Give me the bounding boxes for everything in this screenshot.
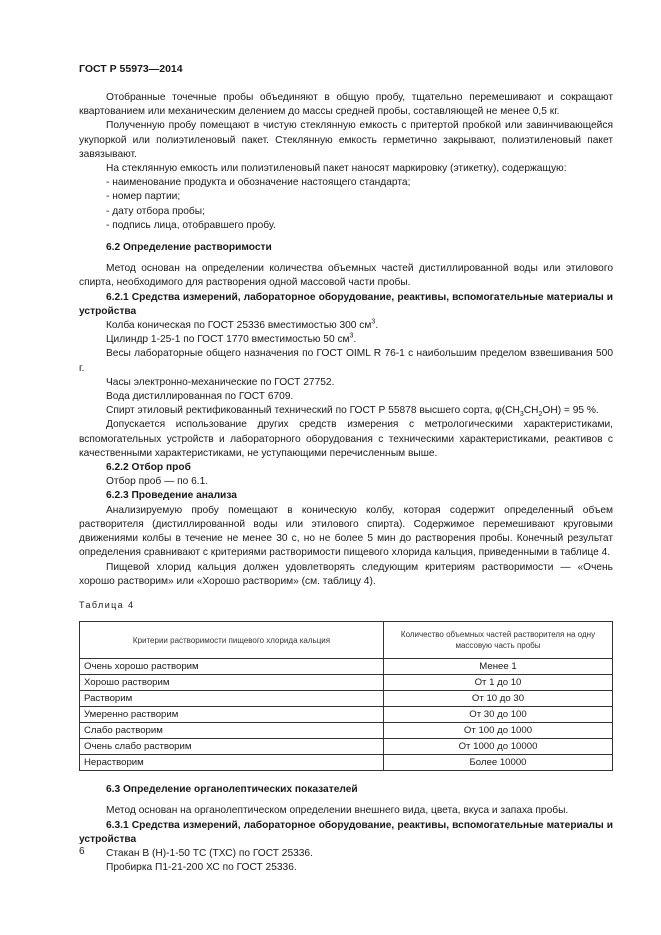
table-cell: Умеренно растворим bbox=[80, 707, 384, 723]
section-6-2-title: 6.2 Определение растворимости bbox=[106, 242, 272, 254]
solubility-table bbox=[79, 621, 613, 771]
item-water: Вода дистиллированная по ГОСТ 6709. bbox=[106, 391, 294, 403]
table-cell: От 1 до 10 bbox=[384, 675, 613, 691]
table-header-criteria: Критерии растворимости пищевого хлорида кальция bbox=[80, 622, 384, 659]
table-cell: Очень слабо растворим bbox=[80, 739, 384, 755]
section-6-2-1-title: 6.2.1 Средства измерений, лабораторное оборудование, реактивы, вспомогательные материалы и устройства bbox=[79, 291, 613, 317]
table-cell: От 1000 до 10000 bbox=[384, 739, 613, 755]
paragraph-container: Полученную пробу помещают в чистую стеклянную емкость с притертой пробкой или завинчивающейся укупоркой или полиэтиленовый пакет. Стеклянную емкость герметично закрывают, полиэтиленовый пакет завязывают. bbox=[79, 120, 613, 160]
table-caption: Таблица 4 bbox=[79, 599, 135, 610]
table-header-row bbox=[80, 622, 613, 659]
paragraph-sampling: Отбор проб — по 6.1. bbox=[106, 476, 209, 488]
list-item: - дату отбора пробы; bbox=[106, 205, 205, 217]
document-body bbox=[79, 91, 613, 875]
item-tube: Пробирка П1-21-200 ХС по ГОСТ 25336. bbox=[106, 862, 297, 874]
table-cell: От 10 до 30 bbox=[384, 691, 613, 707]
table-row bbox=[80, 659, 613, 675]
table-cell: Растворим bbox=[80, 691, 384, 707]
item-cylinder: Цилиндр 1-25-1 по ГОСТ 1770 вместимостью 50 $см^3$. bbox=[106, 332, 357, 346]
item-clock: Часы электронно-механические по ГОСТ 27752. bbox=[106, 376, 335, 388]
item-spirit: Спирт этиловый ректификованный технический по ГОСТ Р 55878 высшего сорта, $\varphi(CH_3CH_2OH) = 95$ %. bbox=[106, 405, 599, 419]
list-item: - номер партии; bbox=[106, 191, 181, 203]
document-header: ГОСТ Р 55973—2014 bbox=[79, 63, 183, 75]
table-cell: Хорошо растворим bbox=[80, 675, 384, 691]
item-flask: Колба коническая по ГОСТ 25336 вместимостью 300 $см^3$. bbox=[106, 318, 379, 332]
table-row bbox=[80, 707, 613, 723]
paragraph-organoleptic: Метод основан на органолептическом определении внешнего вида, цвета, вкуса и запаха пробы. bbox=[106, 805, 569, 817]
list-item: - наименование продукта и обозначение настоящего стандарта; bbox=[106, 177, 411, 189]
paragraph-pooling: Отобранные точечные пробы объединяют в общую пробу, тщательно перемешивают и сокращают квартованием или механическим делением до массы средней пробы, составляющей не менее 0,5 кг. bbox=[79, 92, 613, 118]
item-glass: Стакан В (Н)-1-50 ТС (ТХС) по ГОСТ 25336. bbox=[106, 847, 313, 859]
paragraph-analysis: Анализируемую пробу помещают в коническую колбу, которая содержит определенный объем растворителя (дистиллированной воды или этилового спирта). Содержимое перемешивают круговыми движениями колбы в течение не менее 30 с, но не более 5 мин до растворения пробы. Конечный результат определения сравнивают с критериями растворимости пищевого хлорида кальция, приведенными в таблице 4. bbox=[79, 504, 613, 559]
table-cell: Нерастворим bbox=[80, 755, 384, 771]
paragraph-criteria: Пищевой хлорид кальция должен удовлетворять следующим критериям растворимости — «Очень хорошо растворим» или «Хорошо растворим» (см. таблицу 4). bbox=[79, 561, 613, 587]
table-row bbox=[80, 691, 613, 707]
item-scales: Весы лабораторные общего назначения по ГОСТ OIML R 76-1 с наибольшим пределом взвешивания 500 г. bbox=[79, 348, 613, 374]
table-cell: Более 10000 bbox=[384, 755, 613, 771]
table-cell: Менее 1 bbox=[384, 659, 613, 675]
table-cell: Слабо растворим bbox=[80, 723, 384, 739]
section-6-2-2-title: 6.2.2 Отбор проб bbox=[106, 462, 191, 474]
section-6-3-title: 6.3 Определение органолептических показателей bbox=[106, 784, 358, 796]
table-row bbox=[80, 755, 613, 771]
table-row bbox=[80, 675, 613, 691]
section-6-2-3-title: 6.2.3 Проведение анализа bbox=[106, 490, 237, 502]
section-6-3-1-title: 6.3.1 Средства измерений, лабораторное оборудование, реактивы, вспомогательные материалы и устройства bbox=[79, 819, 613, 845]
table-row bbox=[80, 739, 613, 755]
table-cell: От 30 до 100 bbox=[384, 707, 613, 723]
table-header-volume: Количество объемных частей растворителя на одну массовую часть пробы bbox=[384, 622, 613, 659]
paragraph-labeling: На стеклянную емкость или полиэтиленовый пакет наносят маркировку (этикетку), содержащую: bbox=[106, 163, 567, 175]
page-number: 6 bbox=[79, 846, 85, 857]
label-list bbox=[79, 176, 613, 233]
paragraph-allowed: Допускается использование других средств измерения с метрологическими характеристиками, вспомогательных устройств и лабораторного оборудования с техническими характеристиками, реактивов с качественными характеристиками, не уступающими перечисленным выше. bbox=[79, 419, 613, 459]
table-cell: Очень хорошо растворим bbox=[80, 659, 384, 675]
table-cell: От 100 до 1000 bbox=[384, 723, 613, 739]
table-row bbox=[80, 723, 613, 739]
paragraph-solubility-method: Метод основан на определении количества объемных частей дистиллированной воды или этилового спирта, необходимого для растворения одной массовой части пробы. bbox=[79, 263, 613, 289]
list-item: - подпись лица, отобравшего пробу. bbox=[106, 219, 276, 231]
